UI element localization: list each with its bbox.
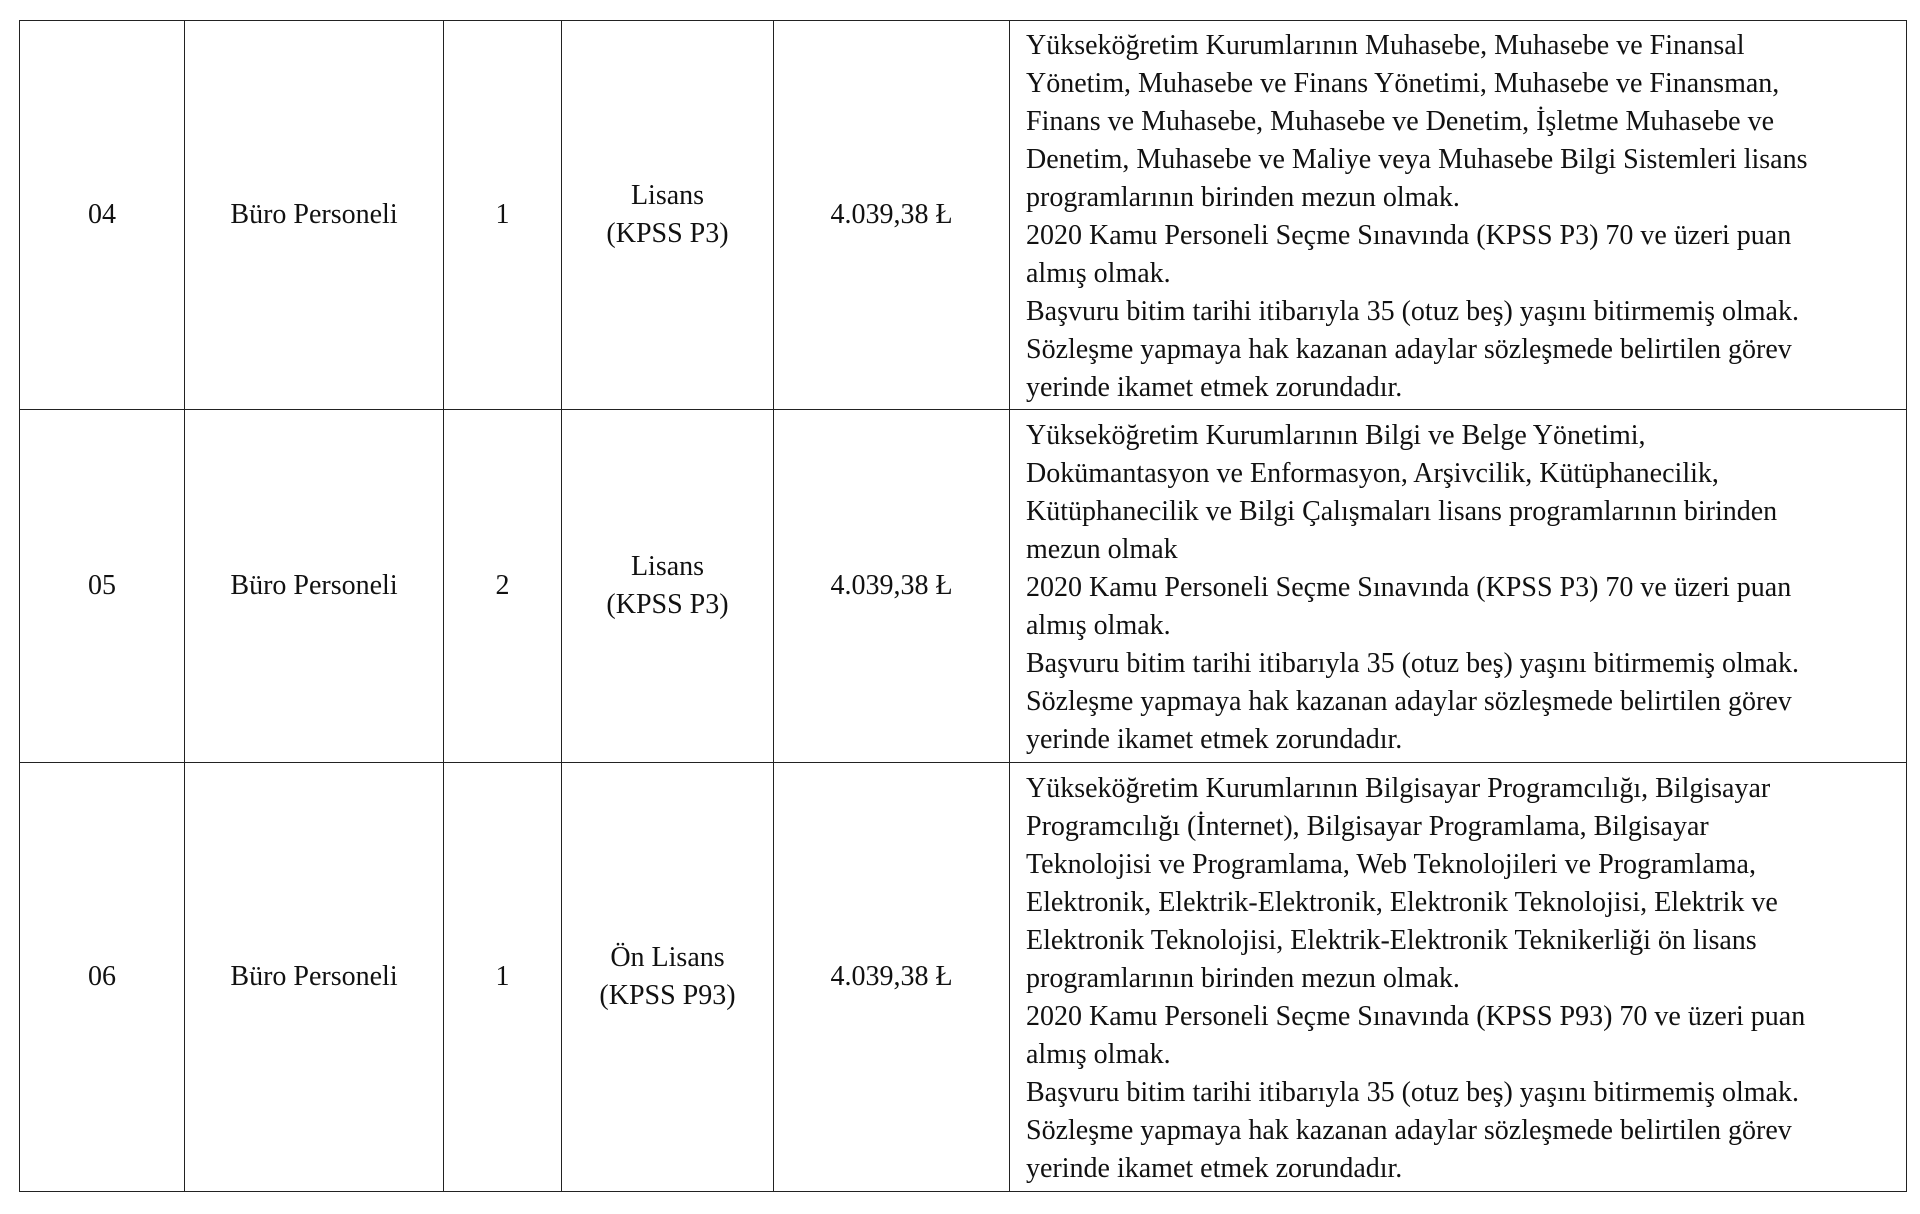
education-level — [562, 410, 774, 763]
requirement-line: almış olmak. — [1026, 1039, 1171, 1070]
requirement-line: Elektronik, Elektrik-Elektronik, Elektronik Teknolojisi, Elektrik ve — [1026, 887, 1778, 918]
requirement-line: Teknolojisi ve Programlama, Web Teknolojileri ve Programlama, — [1026, 849, 1756, 880]
requirement-line: Sözleşme yapmaya hak kazanan adaylar sözleşmede belirtilen görev — [1026, 334, 1792, 365]
requirements — [1010, 763, 1907, 1192]
table-row — [20, 763, 1907, 1192]
education-level — [562, 21, 774, 410]
requirement-line: Elektronik Teknolojisi, Elektrik-Elektronik Teknikerliği ön lisans — [1026, 925, 1757, 956]
education-exam: (KPSS P3) — [606, 218, 729, 249]
salary: 4.039,38 Ł — [774, 21, 1010, 410]
education-degree: Lisans — [630, 180, 705, 211]
education-exam: (KPSS P3) — [606, 589, 729, 620]
requirement-line: Başvuru bitim tarihi itibarıyla 35 (otuz beş) yaşını bitirmemiş olmak. — [1026, 296, 1799, 327]
requirement-line: Başvuru bitim tarihi itibarıyla 35 (otuz beş) yaşını bitirmemiş olmak. — [1026, 1077, 1799, 1108]
requirement-line: Başvuru bitim tarihi itibarıyla 35 (otuz beş) yaşını bitirmemiş olmak. — [1026, 648, 1799, 679]
position-title: Büro Personeli — [185, 21, 444, 410]
positions-table — [19, 20, 1907, 1192]
requirement-line: Sözleşme yapmaya hak kazanan adaylar sözleşmede belirtilen görev — [1026, 686, 1792, 717]
requirement-line: Yükseköğretim Kurumlarının Bilgi ve Belge Yönetimi, — [1026, 420, 1646, 451]
requirement-line: Denetim, Muhasebe ve Maliye veya Muhasebe Bilgi Sistemleri lisans — [1026, 144, 1808, 175]
requirement-line: 2020 Kamu Personeli Seçme Sınavında (KPSS P93) 70 ve üzeri puan — [1026, 1001, 1806, 1032]
requirement-line: yerinde ikamet etmek zorundadır. — [1026, 372, 1403, 403]
position-code: 05 — [20, 410, 185, 763]
requirement-line: Yükseköğretim Kurumlarının Muhasebe, Muhasebe ve Finansal — [1026, 30, 1745, 61]
requirement-line: yerinde ikamet etmek zorundadır. — [1026, 1153, 1403, 1184]
education-degree: Lisans — [630, 551, 705, 582]
education-level — [562, 763, 774, 1192]
requirement-line: Finans ve Muhasebe, Muhasebe ve Denetim, İşletme Muhasebe ve — [1026, 106, 1775, 137]
requirement-line: Dokümantasyon ve Enformasyon, Arşivcilik, Kütüphanecilik, — [1026, 458, 1719, 489]
table-row — [20, 21, 1907, 410]
salary: 4.039,38 Ł — [774, 763, 1010, 1192]
position-code: 04 — [20, 21, 185, 410]
requirement-line: Sözleşme yapmaya hak kazanan adaylar sözleşmede belirtilen görev — [1026, 1115, 1792, 1146]
position-code: 06 — [20, 763, 185, 1192]
position-quantity: 2 — [444, 410, 562, 763]
requirement-line: Yükseköğretim Kurumlarının Bilgisayar Programcılığı, Bilgisayar — [1026, 773, 1771, 804]
requirement-line: Kütüphanecilik ve Bilgi Çalışmaları lisans programlarının birinden — [1026, 496, 1778, 527]
salary: 4.039,38 Ł — [774, 410, 1010, 763]
position-quantity: 1 — [444, 21, 562, 410]
requirement-line: mezun olmak — [1026, 534, 1178, 565]
requirement-line: yerinde ikamet etmek zorundadır. — [1026, 724, 1403, 755]
requirement-line: almış olmak. — [1026, 258, 1171, 289]
education-exam: (KPSS P93) — [599, 980, 736, 1011]
requirement-line: Programcılığı (İnternet), Bilgisayar Programlama, Bilgisayar — [1026, 811, 1709, 842]
table-row — [20, 410, 1907, 763]
requirement-line: almış olmak. — [1026, 610, 1171, 641]
requirement-line: Yönetim, Muhasebe ve Finans Yönetimi, Muhasebe ve Finansman, — [1026, 68, 1780, 99]
requirements — [1010, 410, 1907, 763]
position-quantity: 1 — [444, 763, 562, 1192]
requirements — [1010, 21, 1907, 410]
position-title: Büro Personeli — [185, 410, 444, 763]
requirement-line: programlarının birinden mezun olmak. — [1026, 182, 1460, 213]
requirement-line: 2020 Kamu Personeli Seçme Sınavında (KPSS P3) 70 ve üzeri puan — [1026, 220, 1792, 251]
education-degree: Ön Lisans — [610, 942, 725, 973]
requirement-line: programlarının birinden mezun olmak. — [1026, 963, 1460, 994]
position-title: Büro Personeli — [185, 763, 444, 1192]
requirement-line: 2020 Kamu Personeli Seçme Sınavında (KPSS P3) 70 ve üzeri puan — [1026, 572, 1792, 603]
